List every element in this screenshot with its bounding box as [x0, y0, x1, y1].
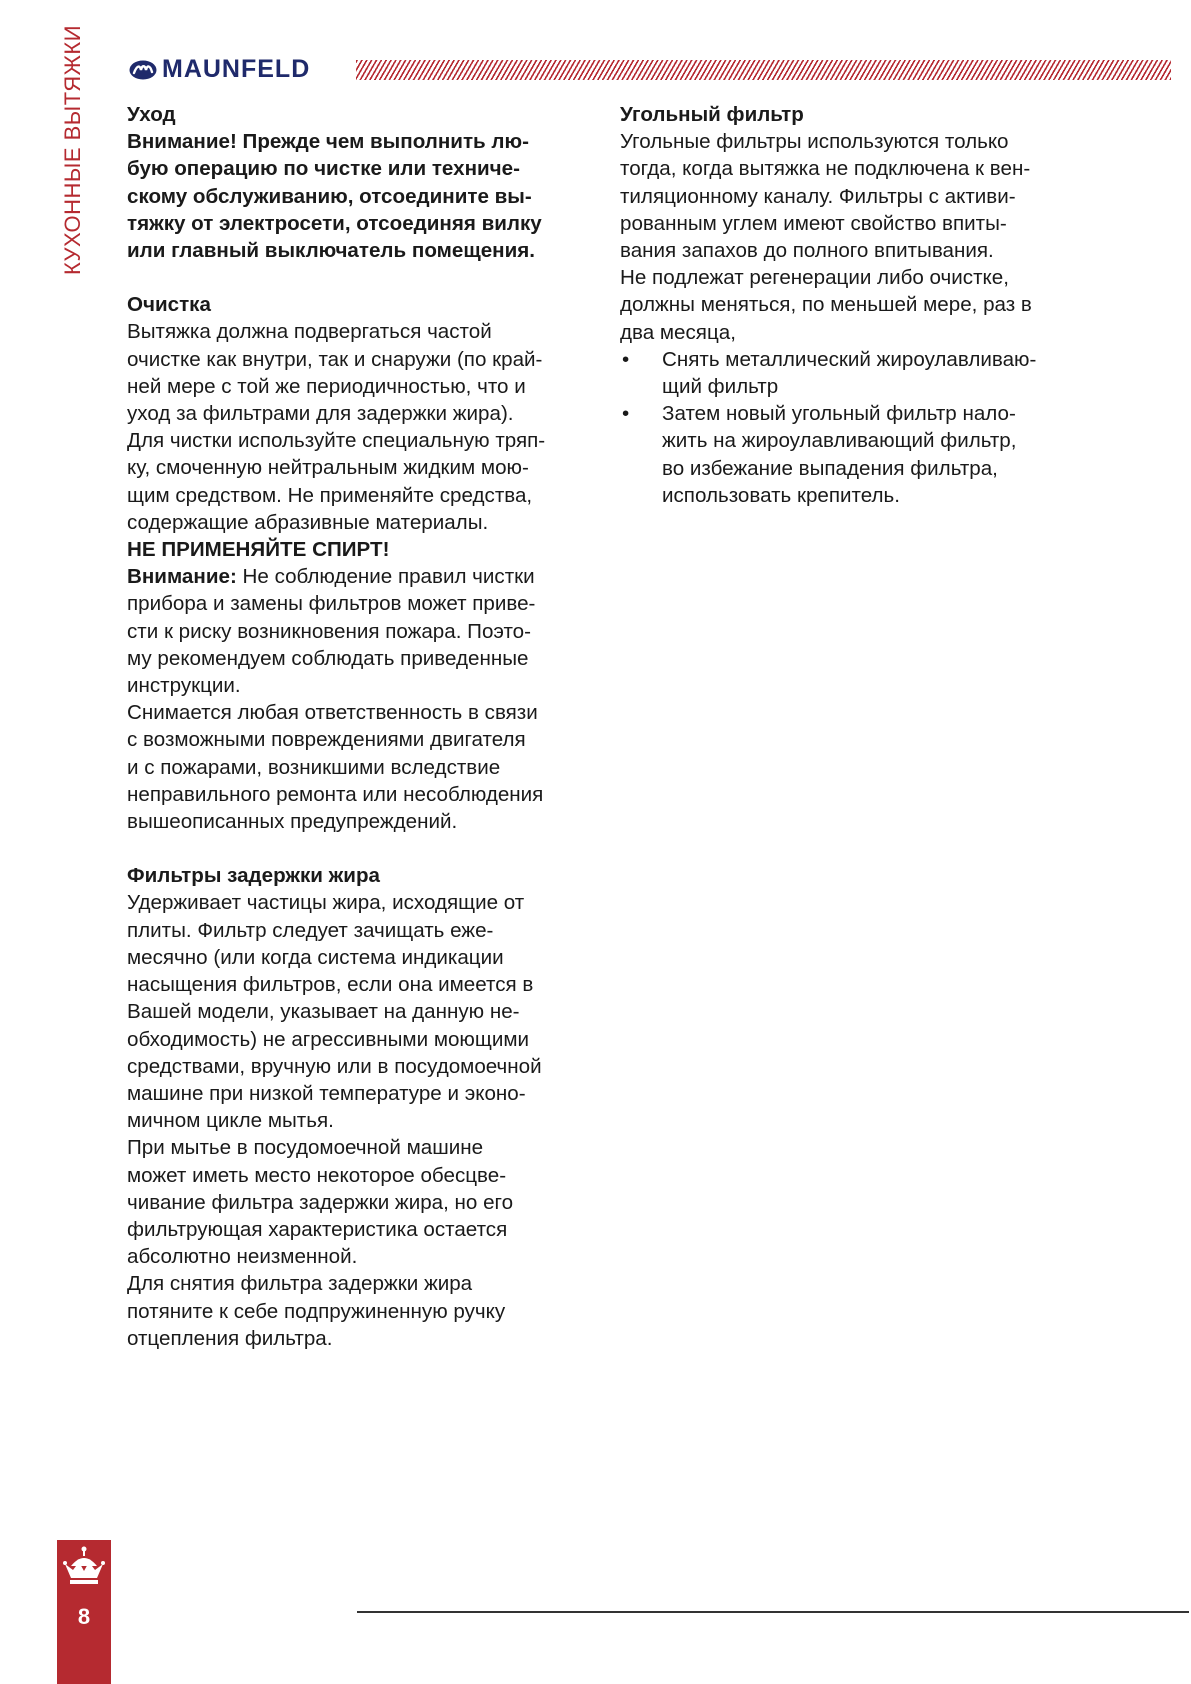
text-line: бую операцию по чистке или техниче- — [127, 157, 520, 181]
text-line: скому обслуживанию, отсоедините вы- — [127, 184, 532, 208]
text-line: тяжку от электросети, отсоединяя вилку — [127, 211, 542, 235]
carbon-filter-title: Угольный фильтр — [620, 103, 804, 126]
text-line: насыщения фильтров, если она имеется в — [127, 973, 534, 997]
carbon-steps-list — [620, 346, 1090, 509]
text-line: должны меняться, по меньшей мере, раз в — [620, 293, 1032, 317]
text-line: машине при низкой температуре и эконо- — [127, 1081, 526, 1105]
text-line: средствами, вручную или в посудомоечной — [127, 1054, 542, 1078]
text-line: отцепления фильтра. — [127, 1326, 333, 1350]
text-line: рованным углем имеют свойство впиты- — [620, 211, 1007, 235]
text-line: ней мере с той же периодичностью, что и — [127, 374, 526, 398]
text-line: абсолютно неизменной. — [127, 1245, 358, 1269]
text-line: Удерживает частицы жира, исходящие от — [127, 891, 525, 915]
text-line: • Затем новый угольный фильтр нало- — [662, 402, 1016, 426]
text-line: Для снятия фильтра задержки жира — [127, 1272, 473, 1296]
text-line: сти к риску возникновения пожара. Поэто- — [127, 619, 531, 643]
text-line: с возможными повреждениями двигателя — [127, 728, 526, 752]
page-number-tab — [57, 1540, 111, 1684]
crown-icon — [61, 1544, 107, 1588]
text-line: очистке как внутри, так и снаружи (по край- — [127, 347, 543, 371]
grease-filter-text — [127, 889, 597, 1134]
text-line: использовать крепитель. — [662, 483, 900, 507]
attention-label: Внимание: — [127, 565, 237, 589]
text-line: жить на жироулавливающий фильтр, — [662, 429, 1017, 453]
left-column — [127, 101, 597, 1352]
side-section-label: КУХОННЫЕ ВЫТЯЖКИ — [60, 24, 85, 275]
removal-text — [127, 1270, 597, 1352]
text-line: Снимается любая ответственность в связи — [127, 701, 538, 725]
text-line: обходимость) не агрессивными моющими — [127, 1027, 529, 1051]
maunfeld-logo-icon — [128, 59, 158, 81]
cleaning-text — [127, 318, 597, 536]
text-line: При мытье в посудомоечной машине — [127, 1136, 484, 1160]
text-line: ку, смоченную нейтральным жидким мою- — [127, 456, 529, 480]
brand-logo — [128, 55, 310, 84]
text-line: потяните к себе подпружиненную ручку — [127, 1299, 506, 1323]
text-line: содержащие абразивные материалы. — [127, 510, 489, 534]
text-line: и с пожарами, возникшими вследствие — [127, 755, 501, 779]
brand-name: MAUNFELD — [162, 55, 311, 83]
text-line: месячно (или когда система индикации — [127, 945, 504, 969]
text-line: мичном цикле мытья. — [127, 1109, 334, 1133]
care-title: Уход — [127, 103, 176, 126]
text-line: щий фильтр — [662, 375, 779, 399]
text-line: Внимание! Прежде чем выполнить лю- — [127, 130, 529, 154]
text-line: фильтрующая характеристика остается — [127, 1217, 508, 1241]
text-line: инструкции. — [127, 674, 241, 698]
text-line: чивание фильтра задержки жира, но его — [127, 1190, 514, 1214]
text-line: Угольные фильтры используются только — [620, 130, 1009, 154]
care-warning — [127, 128, 597, 264]
text-line: Не подлежат регенерации либо очистке, — [620, 266, 1009, 290]
text-line: уход за фильтрами для задержки жира). — [127, 402, 514, 426]
page-number: 8 — [77, 1604, 91, 1629]
text-line: тиляционному каналу. Фильтры с активи- — [620, 184, 1016, 208]
carbon-filter-text — [620, 128, 1090, 346]
attention-line — [127, 563, 597, 590]
text-line: тогда, когда вытяжка не подключена к вен- — [620, 157, 1031, 181]
text-line: может иметь место некоторое обесцве- — [127, 1163, 507, 1187]
grease-filter-title: Фильтры задержки жира — [127, 864, 380, 888]
text-line: неправильного ремонта или несоблюдения — [127, 782, 544, 806]
text-line: му рекомендуем соблюдать приведенные — [127, 646, 529, 670]
no-alcohol-warning: НЕ ПРИМЕНЯЙТЕ СПИРТ! — [127, 538, 390, 562]
liability-text — [127, 699, 597, 835]
text-line: вышеописанных предупреждений. — [127, 810, 458, 834]
attention-text — [127, 590, 597, 699]
text-line: Вытяжка должна подвергаться частой — [127, 320, 492, 344]
header-hatch-band — [356, 60, 1171, 80]
list-item — [620, 400, 1090, 509]
text-line: плиты. Фильтр следует зачищать еже- — [127, 918, 494, 942]
text-line: • Снять металлический жироулавливаю- — [662, 347, 1037, 371]
text-line: или главный выключатель помещения. — [127, 239, 535, 263]
text-line: вания запахов до полного впитывания. — [620, 239, 994, 263]
attention-first: Не соблюдение правил чистки — [236, 565, 535, 589]
text-line: прибора и замены фильтров может приве- — [127, 592, 536, 616]
text-line: щим средством. Не применяйте средства, — [127, 483, 533, 507]
text-line: два месяца, — [620, 320, 736, 344]
list-item — [620, 346, 1090, 400]
text-line: Для чистки используйте специальную тряп- — [127, 429, 546, 453]
text-line: во избежание выпадения фильтра, — [662, 456, 998, 480]
text-line: Вашей модели, указывает на данную не- — [127, 1000, 520, 1024]
dishwasher-text — [127, 1134, 597, 1270]
bottom-rule — [357, 1611, 1189, 1613]
right-column — [620, 101, 1090, 509]
cleaning-title: Очистка — [127, 293, 211, 317]
